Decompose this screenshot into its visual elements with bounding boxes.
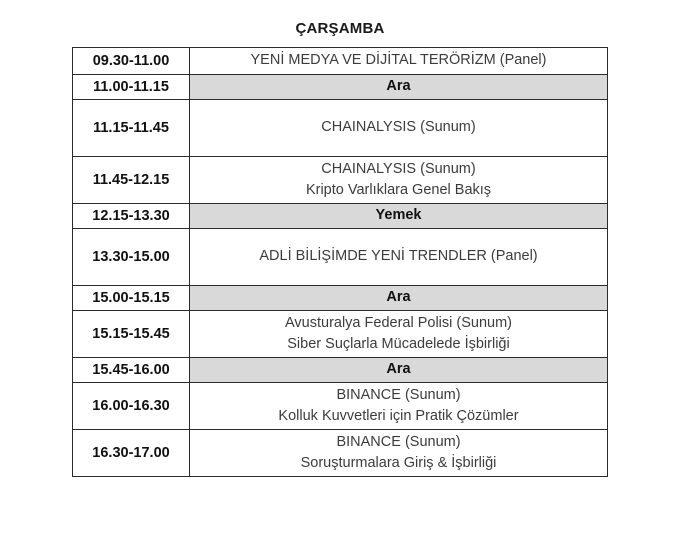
session-time: 15.45-16.00 bbox=[73, 358, 190, 383]
table-row bbox=[73, 100, 608, 157]
session-time: 11.45-12.15 bbox=[73, 157, 190, 204]
session-time: 11.00-11.15 bbox=[73, 75, 190, 100]
session-title: Ara bbox=[386, 289, 411, 306]
session-description bbox=[190, 75, 608, 100]
session-title: Ara bbox=[386, 361, 411, 378]
session-subtitle: Kolluk Kuvvetleri için Pratik Çözümler bbox=[278, 408, 519, 424]
table-row bbox=[73, 204, 608, 229]
session-title: BINANCE (Sunum) bbox=[336, 433, 461, 450]
session-title: ADLİ BİLİŞİMDE YENİ TRENDLER (Panel) bbox=[259, 248, 538, 265]
session-time: 16.30-17.00 bbox=[73, 430, 190, 477]
session-description bbox=[190, 100, 608, 157]
session-time: 12.15-13.30 bbox=[73, 204, 190, 229]
table-row bbox=[73, 157, 608, 204]
session-time: 11.15-11.45 bbox=[73, 100, 190, 157]
session-time: 15.00-15.15 bbox=[73, 286, 190, 311]
table-row bbox=[73, 430, 608, 477]
table-row bbox=[73, 286, 608, 311]
session-subtitle: Soruşturmalara Giriş & İşbirliği bbox=[300, 455, 497, 471]
session-description bbox=[190, 358, 608, 383]
session-time: 16.00-16.30 bbox=[73, 383, 190, 430]
session-description bbox=[190, 204, 608, 229]
table-row bbox=[73, 229, 608, 286]
session-description bbox=[190, 286, 608, 311]
session-title: CHAINALYSIS (Sunum) bbox=[321, 119, 476, 136]
session-subtitle: Siber Suçlarla Mücadelede İşbirliği bbox=[287, 336, 510, 352]
table-row bbox=[73, 75, 608, 100]
session-title: BINANCE (Sunum) bbox=[336, 386, 461, 403]
session-title: YENİ MEDYA VE DİJİTAL TERÖRİZM (Panel) bbox=[250, 52, 547, 69]
page-title: ÇARŞAMBA bbox=[295, 20, 385, 37]
schedule-table bbox=[72, 47, 608, 477]
session-description bbox=[190, 229, 608, 286]
session-title: CHAINALYSIS (Sunum) bbox=[321, 160, 476, 177]
session-description bbox=[190, 157, 608, 204]
schedule-table-body bbox=[73, 48, 608, 477]
session-title: Avusturalya Federal Polisi (Sunum) bbox=[285, 314, 512, 331]
session-time: 15.15-15.45 bbox=[73, 311, 190, 358]
session-description bbox=[190, 430, 608, 477]
table-row bbox=[73, 48, 608, 75]
session-subtitle: Kripto Varlıklara Genel Bakış bbox=[305, 182, 492, 198]
session-title: Yemek bbox=[375, 207, 422, 224]
session-description bbox=[190, 48, 608, 75]
table-row bbox=[73, 383, 608, 430]
table-row bbox=[73, 311, 608, 358]
session-title: Ara bbox=[386, 78, 411, 95]
session-description bbox=[190, 383, 608, 430]
session-time: 09.30-11.00 bbox=[73, 48, 190, 75]
session-time: 13.30-15.00 bbox=[73, 229, 190, 286]
table-row bbox=[73, 358, 608, 383]
session-description bbox=[190, 311, 608, 358]
